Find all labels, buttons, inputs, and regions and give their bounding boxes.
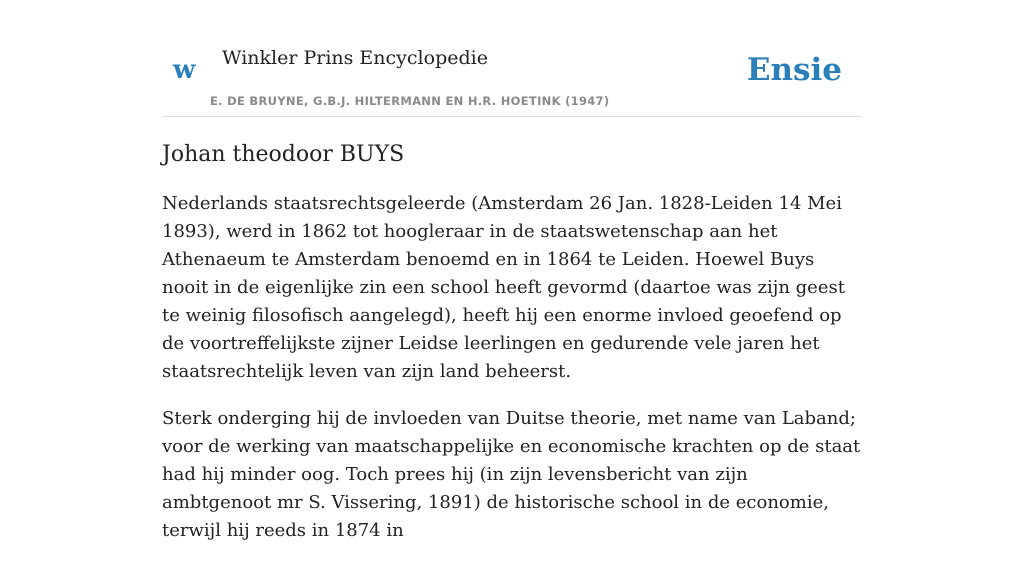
publication-authors: E. DE BRUYNE, G.B.J. HILTERMANN EN H.R. HOETINK (1947) xyxy=(210,94,610,108)
article-paragraph: Nederlands staatsrechtsgeleerde (Amsterdam 26 Jan. 1828-Leiden 14 Mei 1893), werd in 1862 tot hoogleraar in de staatswetenschap aan het Athenaeum te Amsterdam benoemd en in 1864 te Leiden. Hoewel Buys nooit in de eigenlijke zin een school heeft gevormd (daartoe was zijn geest te weinig filosofisch aangelegd), heeft hij een enorme invloed geoefend op de voortreffelijkste zijner Leidse leerlingen en gedurende vele jaren het staatsrechtelijk leven van zijn land beheerst. xyxy=(162,193,845,382)
publication-title[interactable]: Winkler Prins Encyclopedie xyxy=(222,47,488,69)
publication-logo-icon[interactable]: w xyxy=(173,55,196,85)
article-paragraph: Sterk onderging hij de invloeden van Duitse theorie, met name van Laband; voor de werking van maatschappelijke en economische krachten op de staat had hij minder oog. Toch prees hij (in zijn levensbericht van zijn ambtgenoot mr S. Vissering, 1891) de historische school in de economie, terwijl hij reeds in 1874 in xyxy=(162,408,861,541)
article-title: Johan theodoor BUYS xyxy=(162,142,405,167)
site-header xyxy=(162,0,862,117)
ensie-logo-link[interactable]: Ensie xyxy=(746,52,842,88)
article xyxy=(162,138,862,564)
